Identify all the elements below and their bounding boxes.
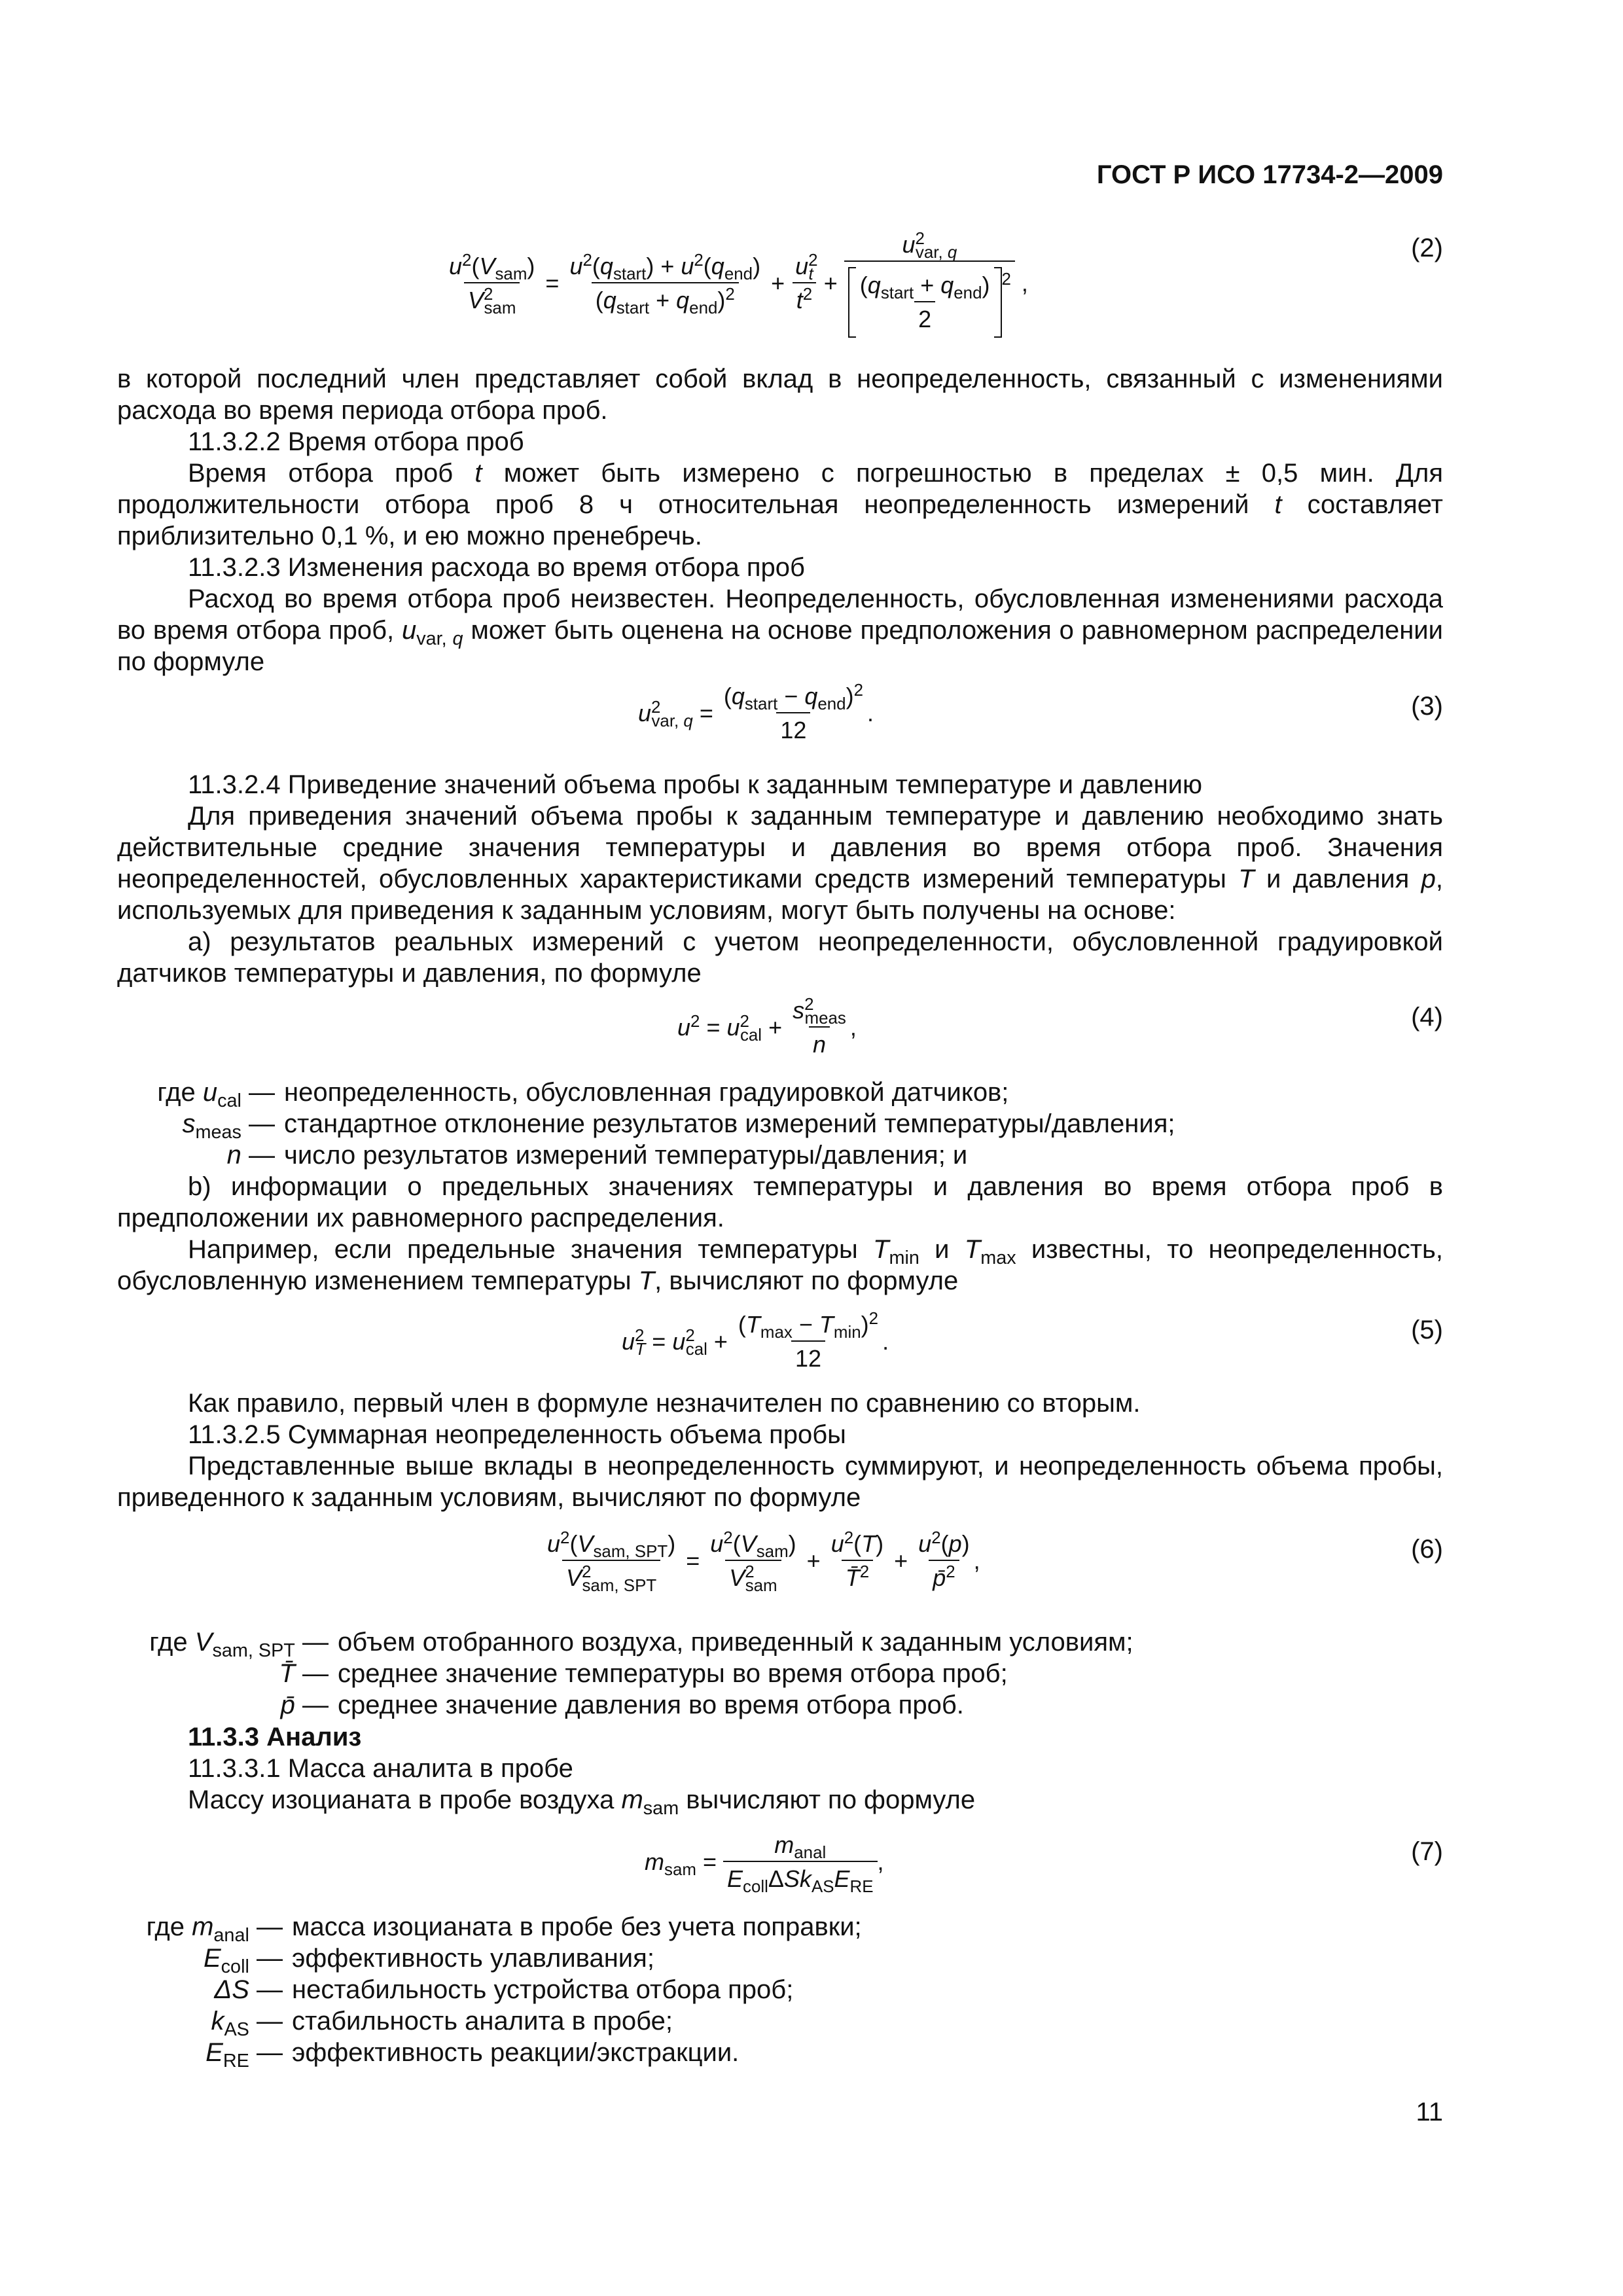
text-block-3 — [117, 1171, 1443, 1297]
definition-item — [124, 1108, 1175, 1143]
paragraph: Представленные выше вклады в неопределенность суммируют, и неопределенность объема пробы, приведенного к заданным условиям, вычисляют по формуле — [117, 1452, 1443, 1512]
section-heading: 11.3.2.5 Суммарная неопределенность объема пробы — [188, 1420, 846, 1449]
equation-number-5: (5) — [1411, 1316, 1443, 1344]
formula-3: $u^2_{var, q}$ = $\frac{(q_{start} - q_{end})^2}{12}$ . — [638, 681, 874, 746]
definition-item — [124, 1139, 1175, 1171]
paragraph: Массу изоцианата в пробе воздуха $m_{sam}$ вычисляют по формуле — [188, 1785, 976, 1819]
page-number: 11 — [1416, 2098, 1443, 2126]
definition-symbol: $k_{AS}$ — — [211, 2007, 283, 2040]
definition-item — [118, 1626, 1133, 1661]
equation-number-6: (6) — [1411, 1535, 1443, 1564]
paragraph: Как правило, первый член в формуле незначителен по сравнению со вторым. — [188, 1389, 1141, 1418]
definitions-4 — [124, 1077, 1175, 1171]
equation-number-4: (4) — [1411, 1003, 1443, 1031]
definition-text: эффективность реакции/экстракции. — [292, 2038, 740, 2067]
definition-text: среднее значение давления во время отбора проб. — [338, 1691, 964, 1719]
paragraph: b) информации о предельных значениях температуры и давления во время отбора проб в предположении их равномерного распределения. — [117, 1172, 1443, 1232]
definition-symbol: где $m_{anal}$ — — [146, 1912, 283, 1946]
definition-symbol: $E_{coll}$ — — [203, 1944, 283, 1977]
paragraph: Время отбора проб t может быть измерено с погрешностью в пределах ± 0,5 мин. Для продолжительности отбора проб 8 ч относительная неопределенность измерений t составляет приблизительно 0,1 %, и ею можно пренебречь. — [117, 459, 1443, 550]
definition-symbol: T̄ — — [279, 1659, 329, 1688]
definition-symbol: p̄ — — [280, 1691, 329, 1719]
equation-number-2: (2) — [1411, 234, 1443, 262]
paragraph: в которой последний член представляет собой вклад в неопределенность, связанный с изменениями расхода во время периода отбора проб. — [117, 365, 1443, 425]
definition-text: нестабильность устройства отбора проб; — [292, 1975, 794, 2004]
formula-4: $u^2$ = $u^2_{cal}$ + $\frac{s^2_{meas}}{n}$ , — [677, 995, 857, 1060]
definitions-6 — [118, 1626, 1133, 1721]
text-block-1 — [117, 363, 1443, 677]
definition-item — [118, 1658, 1133, 1689]
definition-symbol: $s_{meas}$ — — [182, 1109, 275, 1143]
formula-7: $m_{sam}$ = $\frac{m_{anal}}{E_{coll}\Delta Sk_{AS}E_{RE}}$ , — [645, 1831, 884, 1897]
definitions-7 — [124, 1911, 862, 2072]
paragraph: Для приведения значений объема пробы к заданным температуре и давлению необходимо знать действительные средние значения температуры и давления во время отбора проб. Значения неопределенностей, обусловленных характеристиками средств измерений температуры T и давления p, используемых для приведения к заданным условиям, могут быть получены на основе: — [117, 802, 1444, 925]
section-heading: 11.3.3 Анализ — [188, 1723, 362, 1751]
definition-item — [124, 1077, 1175, 1111]
definition-text: масса изоцианата в пробе без учета поправки; — [292, 1912, 862, 1941]
equation-number-3: (3) — [1411, 692, 1443, 721]
definition-symbol: ΔS — — [214, 1975, 283, 2004]
definition-text: число результатов измерений температуры/давления; и — [284, 1141, 968, 1170]
text-block-2 — [117, 769, 1443, 989]
definition-text: стабильность аналита в пробе; — [292, 2007, 673, 2036]
equation-number-7: (7) — [1411, 1837, 1443, 1866]
text-block-4 — [117, 1388, 1443, 1513]
definition-item — [124, 2005, 862, 2040]
section-heading: 11.3.2.2 Время отбора проб — [188, 427, 524, 456]
formula-5: $u^2_T$ = $u^2_{cal}$ + $\frac{(T_{max} - T_{min})^2}{12}$ . — [622, 1309, 889, 1374]
definition-item — [118, 1689, 1133, 1721]
definition-item — [124, 2037, 862, 2072]
section-heading: 11.3.2.3 Изменения расхода во время отбора проб — [188, 553, 805, 582]
definition-item — [124, 1974, 862, 2005]
definition-text: среднее значение температуры во время отбора проб; — [338, 1659, 1008, 1688]
definition-item — [124, 1943, 862, 1977]
definition-symbol: где $V_{sam, SPT}$ — — [149, 1628, 329, 1661]
definition-symbol: где $u_{cal}$ — — [157, 1078, 275, 1111]
definition-text: эффективность улавливания; — [292, 1944, 654, 1973]
definition-symbol: $E_{RE}$ — — [205, 2038, 283, 2072]
paragraph: a) результатов реальных измерений с учетом неопределенности, обусловленной градуировкой датчиков температуры и давления, по формуле — [117, 927, 1443, 988]
definition-item — [124, 1911, 862, 1946]
formula-2: $\frac{u^2(V_{sam})}{V^2_{sam}}$ = $\frac{u^2(q_{start}) + u^2(q_{end})}{(q_{start} + q_{end})^2}$ + $\frac{u^2_t}{t^2}$ + $u^2_{var, q}$ $\frac{(q_{start} + q_{end})}{2}$ $^2$ , — [445, 229, 1028, 338]
definition-symbol: n — — [226, 1141, 275, 1170]
text-block-5 — [117, 1721, 1443, 1819]
definition-text: стандартное отклонение результатов измерений температуры/давления; — [284, 1109, 1175, 1138]
formula-6: $\frac{u^2(V_{sam, SPT})}{V^2_{sam, SPT}}$ = $\frac{u^2(V_{sam})}{V^2_{sam}}$ + $\frac{u^2(T)}{T̄^2}$ + $\frac{u^2(p)}{p̄^2}$ , — [547, 1529, 980, 1596]
document-header: ГОСТ Р ИСО 17734-2—2009 — [1096, 160, 1443, 189]
definition-text: объем отобранного воздуха, приведенный к заданным условиям; — [338, 1628, 1133, 1657]
definition-text: неопределенность, обусловленная градуировкой датчиков; — [284, 1078, 1009, 1107]
paragraph: Расход во время отбора проб неизвестен. Неопределенность, обусловленная изменениями расхода во время отбора проб, $u_{var, q}$ может быть оценена на основе предположения о равномерном распределении по формуле — [117, 584, 1443, 676]
section-heading: 11.3.3.1 Масса аналита в пробе — [188, 1754, 573, 1783]
section-heading: 11.3.2.4 Приведение значений объема пробы к заданным температуре и давлению — [188, 770, 1203, 799]
paragraph: Например, если предельные значения температуры $T_{min}$ и $T_{max}$ известны, то неопределенность, обусловленную изменением температуры T, вычисляют по формуле — [117, 1235, 1443, 1295]
